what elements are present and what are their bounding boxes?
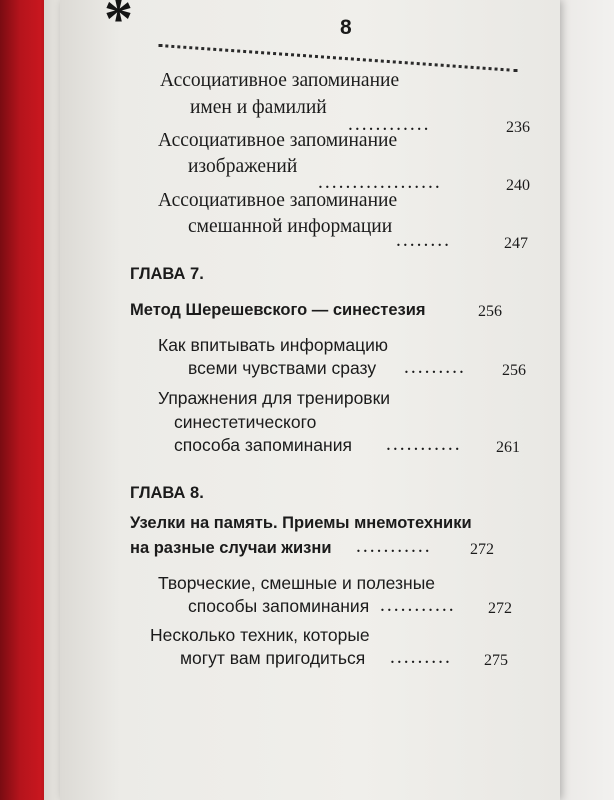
chapter-heading: ГЛАВА 7. <box>130 265 204 283</box>
toc-entry-text: могут вам пригодиться <box>180 648 366 668</box>
toc-page-number: 272 <box>470 541 494 558</box>
toc-page-number: 240 <box>506 177 530 194</box>
toc-entry-text: синестетического <box>174 412 317 432</box>
toc-page-number: 275 <box>484 652 508 669</box>
toc-leader-dots: ........... <box>356 536 432 557</box>
toc-entry-text: способа запоминания <box>174 435 352 455</box>
toc-page-number: 247 <box>504 235 528 252</box>
toc-page-number: 236 <box>506 119 530 136</box>
asterisk-ornament: * <box>104 0 133 51</box>
toc-entry-text: Творческие, смешные и полезные <box>158 573 436 593</box>
toc-entry-text: изображений <box>188 156 298 177</box>
toc-page-number: 272 <box>488 600 512 617</box>
toc-entry-text: имен и фамилий <box>190 97 327 118</box>
toc-entry-text: смешанной информации <box>188 216 393 237</box>
toc-page-number: 256 <box>502 362 526 379</box>
toc-entry-text: Как впитывать информацию <box>158 335 389 355</box>
toc-leader-dots: ......... <box>404 357 466 378</box>
page-number: 8 <box>340 16 352 39</box>
toc-page-number: 256 <box>478 303 502 320</box>
toc-leader-dots: ............ <box>348 114 431 135</box>
chapter-title: на разные случаи жизни <box>130 539 332 557</box>
toc-entry-text: способы запоминания <box>188 596 370 616</box>
toc-entry-text: всеми чувствами сразу <box>188 358 377 378</box>
toc-entry-text: Упражнения для тренировки <box>158 388 391 408</box>
chapter-title: Узелки на память. Приемы мнемотехники <box>130 514 472 532</box>
toc-page-number: 261 <box>496 439 520 456</box>
toc-leader-dots: .................. <box>318 172 442 193</box>
chapter-title: Метод Шерешевского — синестезия <box>130 301 426 319</box>
toc-leader-dots: ........... <box>380 595 456 616</box>
chapter-heading: ГЛАВА 8. <box>130 484 204 502</box>
toc-leader-dots: ......... <box>390 647 452 668</box>
toc-leader-dots: ........ <box>396 230 451 251</box>
toc-entry-text: Несколько техник, которые <box>150 625 370 645</box>
toc-entry-text: Ассоциативное запоминание <box>160 70 400 91</box>
toc-entry-text: Ассоциативное запоминание <box>158 190 398 211</box>
toc-entry-text: Ассоциативное запоминание <box>158 130 398 151</box>
toc-leader-dots: ........... <box>386 434 462 455</box>
